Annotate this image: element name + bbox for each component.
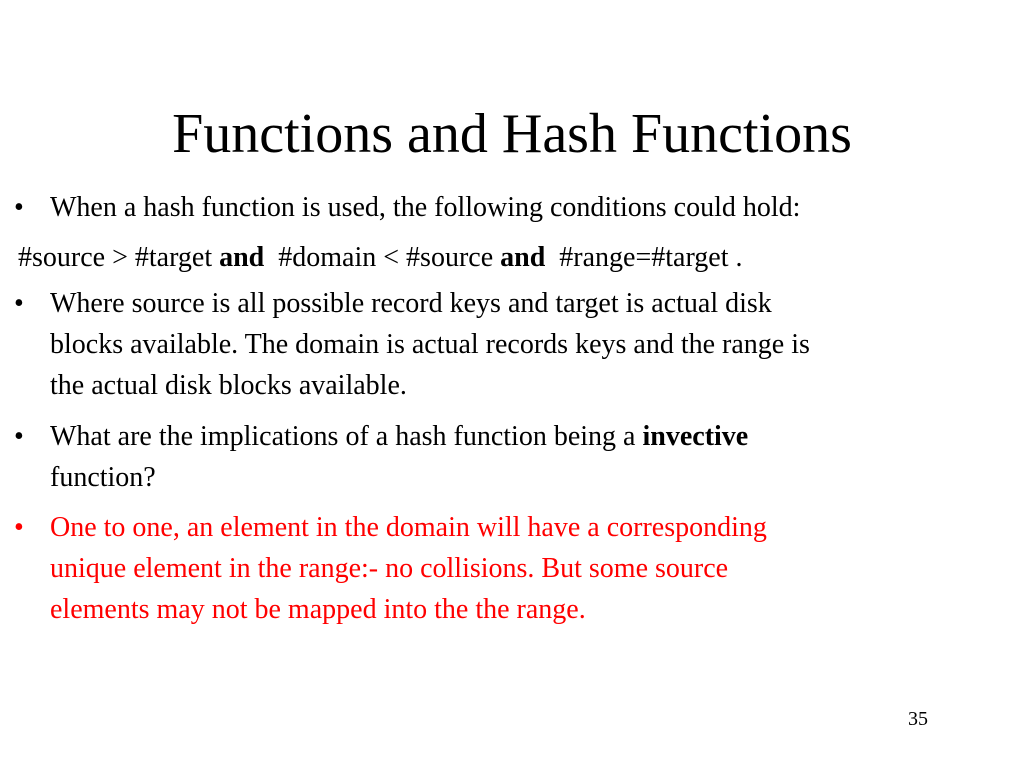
bullet-marker: • (14, 288, 24, 319)
bullet-text (50, 416, 1000, 498)
bullet-text (50, 283, 1000, 406)
bullet-line: Where source is all possible record keys and target is actual disk (50, 288, 772, 319)
formula-part: #range=#target . (545, 242, 743, 273)
formula-and: and (219, 242, 265, 273)
formula-part: #source > #target (18, 242, 220, 273)
bullet-line: blocks available. The domain is actual records keys and the range is (50, 329, 810, 360)
formula-part: #domain < #source (264, 242, 501, 273)
bullet-line: One to one, an element in the domain will have a corresponding (50, 512, 767, 543)
formula-and: and (500, 242, 546, 273)
bullet-line: unique element in the range:- no collisions. But some source (50, 553, 729, 584)
bullet-line: elements may not be mapped into the the range. (50, 594, 586, 625)
slide-title: Functions and Hash Functions (172, 103, 852, 165)
condition-formula (18, 237, 742, 278)
bullet-line (50, 416, 1000, 457)
bullet-line: the actual disk blocks available. (50, 370, 407, 401)
bold-term: invective (642, 421, 749, 452)
bullet-marker: • (14, 192, 24, 223)
bullet-text (50, 507, 1000, 630)
bullet-line: function? (50, 462, 156, 493)
bullet-marker: • (14, 421, 24, 452)
bullet-text-run: What are the implications of a hash function being a (50, 421, 643, 452)
page-number: 35 (908, 708, 928, 730)
bullet-text: When a hash function is used, the following conditions could hold: (50, 192, 801, 223)
bullet-marker: • (14, 512, 24, 543)
